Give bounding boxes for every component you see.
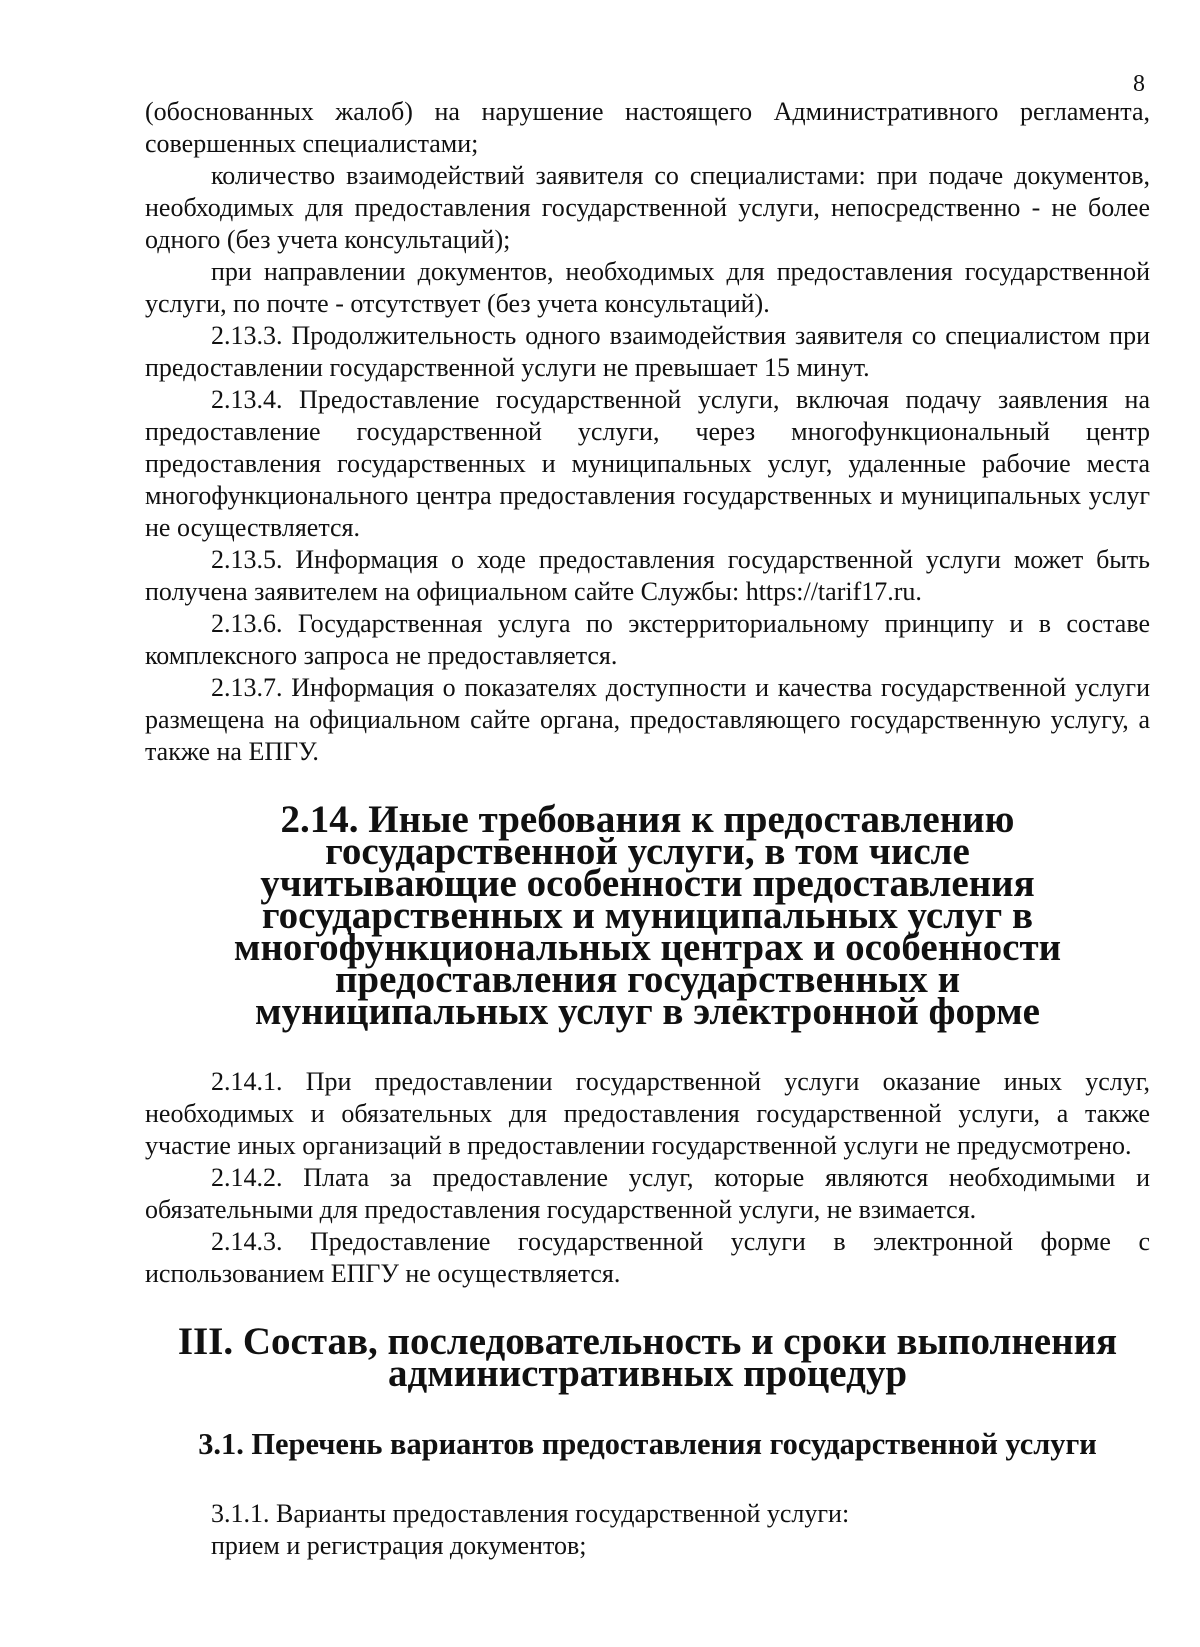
document-body xyxy=(145,96,1150,1562)
section-heading-3-1: 3.1. Перечень вариантов предоставления государственной услуги xyxy=(198,1427,1097,1461)
section-214 xyxy=(145,1066,1150,1290)
paragraph-2-13-7: 2.13.7. Информация о показателях доступности и качества государственной услуги размещена на официальном сайте органа, предоставляющего государственную услугу, а также на ЕПГУ. xyxy=(145,673,1150,766)
paragraph-2-13-6: 2.13.6. Государственная услуга по экстерриториальному принципу и в составе комплексного запроса не предоставляется. xyxy=(145,609,1150,670)
chapter-heading-iii: III. Состав, последовательность и сроки выполнения административных процедур xyxy=(177,1320,1118,1395)
paragraph-2-13-3: 2.13.3. Продолжительность одного взаимодействия заявителя со специалистом при предоставлении государственной услуги не превышает 15 минут. xyxy=(145,321,1150,382)
section-31 xyxy=(145,1498,1150,1562)
paragraph: (обоснованных жалоб) на нарушение настоящего Административного регламента, совершенных специалистами; xyxy=(145,97,1150,158)
paragraph-2-13-4: 2.13.4. Предоставление государственной услуги, включая подачу заявления на предоставление государственной услуги, через многофункциональный центр предоставления государственных и муниципальных услуг, удаленные рабочие места многофункционального центра предоставления государственных и муниципальных услуг не осуществляется. xyxy=(145,385,1150,542)
paragraph-2-14-3: 2.14.3. Предоставление государственной услуги в электронной форме с использованием ЕПГУ не осуществляется. xyxy=(145,1227,1150,1288)
paragraph-2-14-1: 2.14.1. При предоставлении государственной услуги оказание иных услуг, необходимых и обязательных для предоставления государственной услуги, а также участие иных организаций в предоставлении государственной услуги не предусмотрено. xyxy=(145,1067,1150,1160)
paragraph-3-1-1: 3.1.1. Варианты предоставления государственной услуги: xyxy=(211,1499,850,1528)
paragraph-2-14-2: 2.14.2. Плата за предоставление услуг, которые являются необходимыми и обязательными для предоставления государственной услуги, не взимается. xyxy=(145,1163,1150,1224)
section-heading-2-14: 2.14. Иные требования к предоставлению государственной услуги, в том числе учитывающие особенности предоставления государственных и муниципальных услуг в многофункциональных центрах и особенности предоставления государственных и муниципальных услуг в электронной форме xyxy=(233,798,1062,1033)
paragraph-2-13-5: 2.13.5. Информация о ходе предоставления государственной услуги может быть получена заявителем на официальном сайте Службы: https://tarif17.ru. xyxy=(145,545,1150,606)
section-213-continuation xyxy=(145,96,1150,768)
page-number: 8 xyxy=(1133,71,1145,97)
paragraph: прием и регистрация документов; xyxy=(211,1531,587,1560)
paragraph: количество взаимодействий заявителя со специалистами: при подаче документов, необходимых для предоставления государственной услуги, непосредственно - не более одного (без учета консультаций); xyxy=(145,161,1150,254)
paragraph: при направлении документов, необходимых для предоставления государственной услуги, по почте - отсутствует (без учета консультаций). xyxy=(145,257,1150,318)
